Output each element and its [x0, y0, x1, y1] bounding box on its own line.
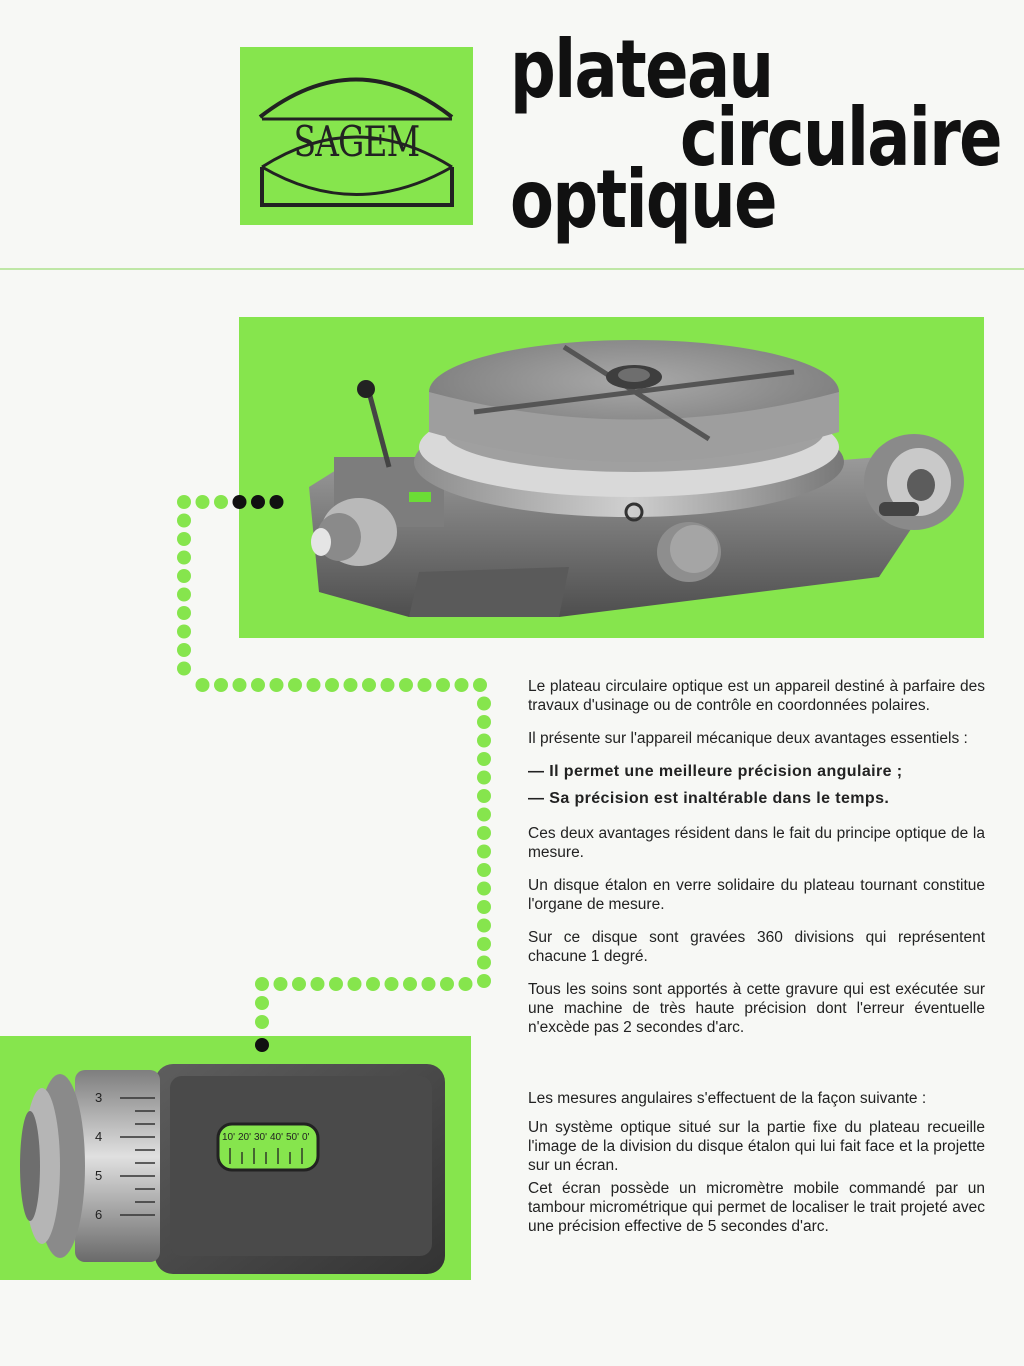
connector-dot	[177, 495, 191, 509]
connector-dot	[477, 845, 491, 859]
paragraph-engraving: Tous les soins sont apportés à cette gravure qui est exécutée sur une machine de très haute précision dont l'erreur éventuelle n'excède pas 2 secondes d'arc.	[528, 981, 985, 1036]
logo-wordmark: SAGEM	[293, 117, 420, 166]
screen-scale-20: 20'	[238, 1132, 252, 1143]
connector-dot	[177, 662, 191, 676]
rotary-table-illustration	[239, 317, 984, 638]
description-text	[528, 677, 985, 1250]
connector-dot	[477, 789, 491, 803]
connector-dot	[477, 771, 491, 785]
connector-dot	[329, 977, 343, 991]
advantage-1: — Il permet une meilleure précision angulaire ;	[528, 763, 903, 780]
screen-scale-50: 50'	[286, 1132, 300, 1143]
connector-dot	[270, 678, 284, 692]
connector-dot	[177, 643, 191, 657]
connector-dot	[214, 495, 228, 509]
connector-dot	[477, 697, 491, 711]
connector-dot	[399, 678, 413, 692]
connector-dot	[214, 678, 228, 692]
connector-dot	[251, 678, 265, 692]
connector-dot	[477, 937, 491, 951]
screen-scale-40: 40'	[270, 1132, 284, 1143]
connector-dot	[255, 996, 269, 1010]
connector-dot	[362, 678, 376, 692]
drum-scale-6: 6	[95, 1207, 103, 1222]
connector-dot	[385, 977, 399, 991]
connector-dot	[274, 977, 288, 991]
connector-dot	[177, 532, 191, 546]
connector-dot	[477, 715, 491, 729]
micrometer-illustration	[0, 1036, 471, 1280]
connector-dot	[403, 977, 417, 991]
title-line-3: optique	[510, 153, 776, 246]
drum-scale-3: 3	[95, 1090, 103, 1105]
connector-dot	[196, 678, 210, 692]
connector-dot	[477, 900, 491, 914]
connector-dot	[477, 882, 491, 896]
connector-dot	[233, 678, 247, 692]
connector-dot	[177, 606, 191, 620]
connector-dot	[455, 678, 469, 692]
connector-dot	[344, 678, 358, 692]
connector-dot	[477, 734, 491, 748]
connector-dot	[436, 678, 450, 692]
connector-dot	[288, 678, 302, 692]
connector-dot	[477, 956, 491, 970]
screen-scale-30: 30'	[254, 1132, 268, 1143]
paragraph-optical-system: Un système optique situé sur la partie fixe du plateau recueille l'image de la division du disque étalon qui lui fait face et la projette sur un écran.	[528, 1119, 985, 1174]
connector-dot	[473, 678, 487, 692]
connector-dot	[348, 977, 362, 991]
connector-dot	[255, 977, 269, 991]
drum-scale-5: 5	[95, 1168, 103, 1183]
paragraph-divisions: Sur ce disque sont gravées 360 divisions qui représentent chacune 1 degré.	[528, 929, 985, 965]
connector-dot	[177, 588, 191, 602]
paragraph-disc: Un disque étalon en verre solidaire du plateau tournant constitue l'organe de mesure.	[528, 877, 985, 913]
connector-dot	[477, 752, 491, 766]
paragraph-measurement: Les mesures angulaires s'effectuent de la façon suivante :	[528, 1090, 927, 1107]
connector-dot	[325, 678, 339, 692]
paragraph-screen: Cet écran possède un micromètre mobile commandé par un tambour micrométrique qui permet de localiser le trait projeté avec une précision effective de 5 secondes d'arc.	[528, 1180, 985, 1235]
connector-dot	[292, 977, 306, 991]
connector-dot	[177, 551, 191, 565]
connector-dot	[477, 863, 491, 877]
connector-dot	[307, 678, 321, 692]
connector-dot	[440, 977, 454, 991]
header-divider	[0, 268, 1024, 270]
connector-dot	[477, 808, 491, 822]
sagem-logo	[240, 47, 473, 225]
connector-dot	[255, 1015, 269, 1029]
paragraph-advantages: Il présente sur l'appareil mécanique deux avantages essentiels :	[528, 730, 968, 747]
micrometer-closeup-photo	[0, 1036, 471, 1280]
connector-dot	[418, 678, 432, 692]
connector-dot	[477, 919, 491, 933]
connector-dot	[196, 495, 210, 509]
paragraph-intro: Le plateau circulaire optique est un appareil destiné à parfaire des travaux d'usinage ou de contrôle en coordonnées polaires.	[528, 678, 985, 714]
rotary-table-photo	[239, 317, 984, 638]
connector-dot	[177, 514, 191, 528]
connector-dot	[477, 826, 491, 840]
connector-dot	[366, 977, 380, 991]
screen-scale-0: 0'	[302, 1132, 310, 1143]
paragraph-principle: Ces deux avantages résident dans le fait du principe optique de la mesure.	[528, 825, 985, 861]
title-line-2: circulaire	[680, 91, 1001, 184]
connector-dot	[422, 977, 436, 991]
connector-dot	[477, 974, 491, 988]
connector-dot	[459, 977, 473, 991]
advantage-2: — Sa précision est inaltérable dans le temps.	[528, 790, 890, 807]
title-line-1: plateau	[510, 23, 773, 116]
connector-dot	[311, 977, 325, 991]
screen-scale-10: 10'	[222, 1132, 236, 1143]
connector-dot	[381, 678, 395, 692]
drum-scale-4: 4	[95, 1129, 103, 1144]
connector-dot	[177, 625, 191, 639]
connector-dot	[177, 569, 191, 583]
